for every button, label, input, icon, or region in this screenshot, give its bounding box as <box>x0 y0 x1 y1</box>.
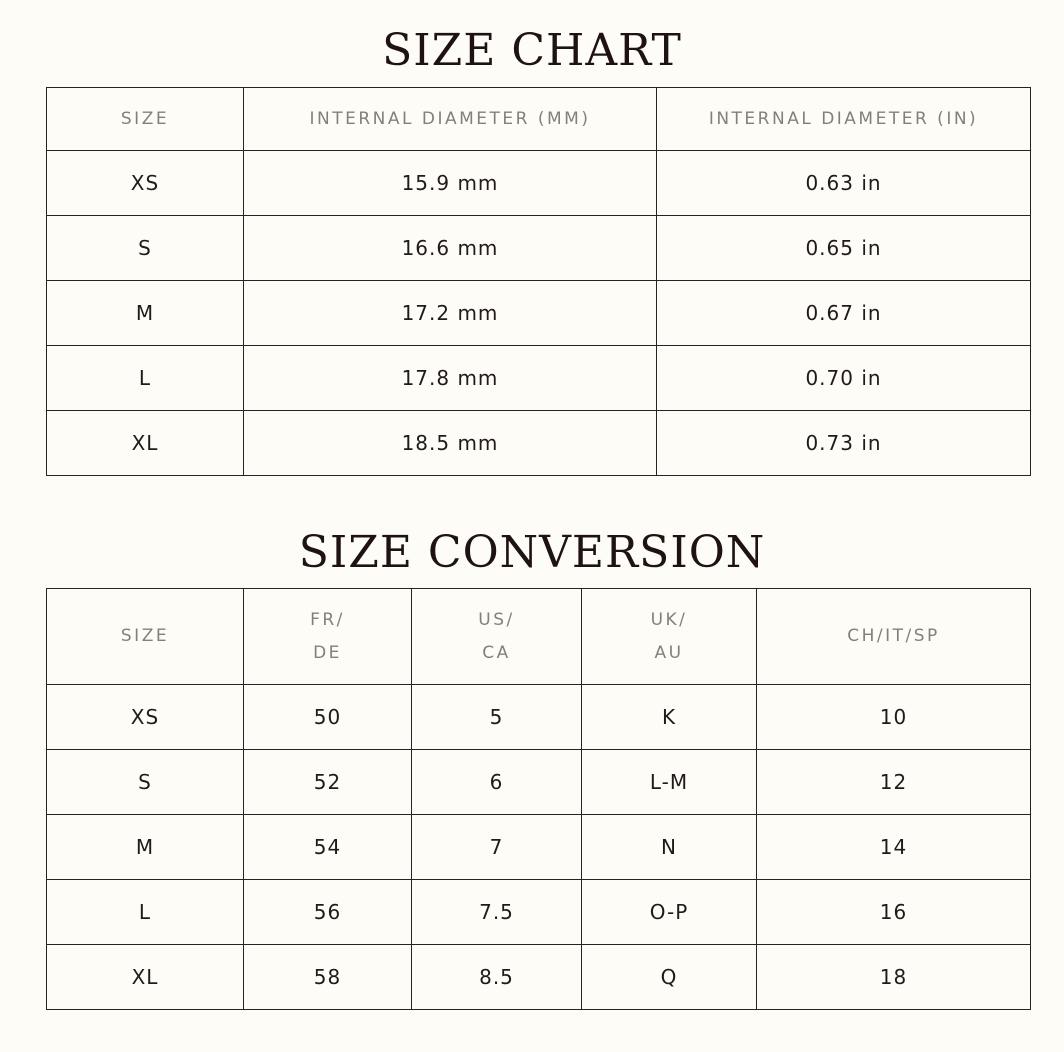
column-header-diameter-mm: INTERNAL DIAMETER (MM) <box>244 88 657 151</box>
column-header-ch-it-sp <box>757 589 1031 685</box>
size-conversion-title: SIZE CONVERSION <box>298 527 766 578</box>
cell-size: M <box>47 281 244 346</box>
header-line: FR/ <box>310 609 345 630</box>
size-chart-title: SIZE CHART <box>382 25 682 76</box>
table-row <box>47 945 1031 1010</box>
cell-us-ca: 6 <box>412 750 582 815</box>
header-line: AU <box>654 642 684 663</box>
cell-us-ca: 5 <box>412 685 582 750</box>
column-header-size: SIZE <box>47 88 244 151</box>
cell-ch-it-sp: 14 <box>757 815 1031 880</box>
column-header-uk-au <box>582 589 757 685</box>
cell-diameter-in: 0.70 in <box>657 346 1031 411</box>
cell-size: L <box>47 346 244 411</box>
cell-us-ca: 7.5 <box>412 880 582 945</box>
cell-size: XS <box>47 151 244 216</box>
cell-uk-au: N <box>582 815 757 880</box>
cell-ch-it-sp: 10 <box>757 685 1031 750</box>
cell-size: XS <box>47 685 244 750</box>
cell-us-ca: 8.5 <box>412 945 582 1010</box>
cell-size: S <box>47 216 244 281</box>
cell-size: S <box>47 750 244 815</box>
cell-diameter-mm: 17.8 mm <box>244 346 657 411</box>
cell-diameter-mm: 17.2 mm <box>244 281 657 346</box>
header-line: US/ <box>478 609 515 630</box>
column-header-us-ca <box>412 589 582 685</box>
cell-fr-de: 56 <box>244 880 412 945</box>
header-line: CA <box>482 642 511 663</box>
table-row <box>47 685 1031 750</box>
cell-size: M <box>47 815 244 880</box>
cell-uk-au: O-P <box>582 880 757 945</box>
cell-size: L <box>47 880 244 945</box>
cell-fr-de: 50 <box>244 685 412 750</box>
cell-ch-it-sp: 12 <box>757 750 1031 815</box>
column-header-fr-de <box>244 589 412 685</box>
size-conversion-table <box>46 588 1031 1010</box>
cell-uk-au: Q <box>582 945 757 1010</box>
cell-diameter-mm: 18.5 mm <box>244 411 657 476</box>
cell-ch-it-sp: 16 <box>757 880 1031 945</box>
table-row <box>47 815 1031 880</box>
cell-fr-de: 52 <box>244 750 412 815</box>
table-header-row <box>47 88 1031 151</box>
cell-diameter-in: 0.67 in <box>657 281 1031 346</box>
table-row <box>47 346 1031 411</box>
cell-uk-au: K <box>582 685 757 750</box>
cell-diameter-mm: 16.6 mm <box>244 216 657 281</box>
cell-diameter-mm: 15.9 mm <box>244 151 657 216</box>
header-line: SIZE <box>120 626 170 646</box>
cell-fr-de: 54 <box>244 815 412 880</box>
header-line: DE <box>313 642 342 663</box>
cell-diameter-in: 0.65 in <box>657 216 1031 281</box>
header-line: CH/IT/SP <box>847 626 940 646</box>
cell-uk-au: L-M <box>582 750 757 815</box>
cell-size: XL <box>47 411 244 476</box>
table-row <box>47 281 1031 346</box>
cell-fr-de: 58 <box>244 945 412 1010</box>
cell-diameter-in: 0.73 in <box>657 411 1031 476</box>
cell-ch-it-sp: 18 <box>757 945 1031 1010</box>
table-row <box>47 750 1031 815</box>
table-row <box>47 411 1031 476</box>
column-header-size <box>47 589 244 685</box>
table-row <box>47 880 1031 945</box>
table-row <box>47 216 1031 281</box>
size-chart-table <box>46 87 1031 476</box>
cell-size: XL <box>47 945 244 1010</box>
cell-diameter-in: 0.63 in <box>657 151 1031 216</box>
header-line: UK/ <box>650 609 688 630</box>
table-header-row <box>47 589 1031 685</box>
cell-us-ca: 7 <box>412 815 582 880</box>
table-row <box>47 151 1031 216</box>
column-header-diameter-in: INTERNAL DIAMETER (IN) <box>657 88 1031 151</box>
